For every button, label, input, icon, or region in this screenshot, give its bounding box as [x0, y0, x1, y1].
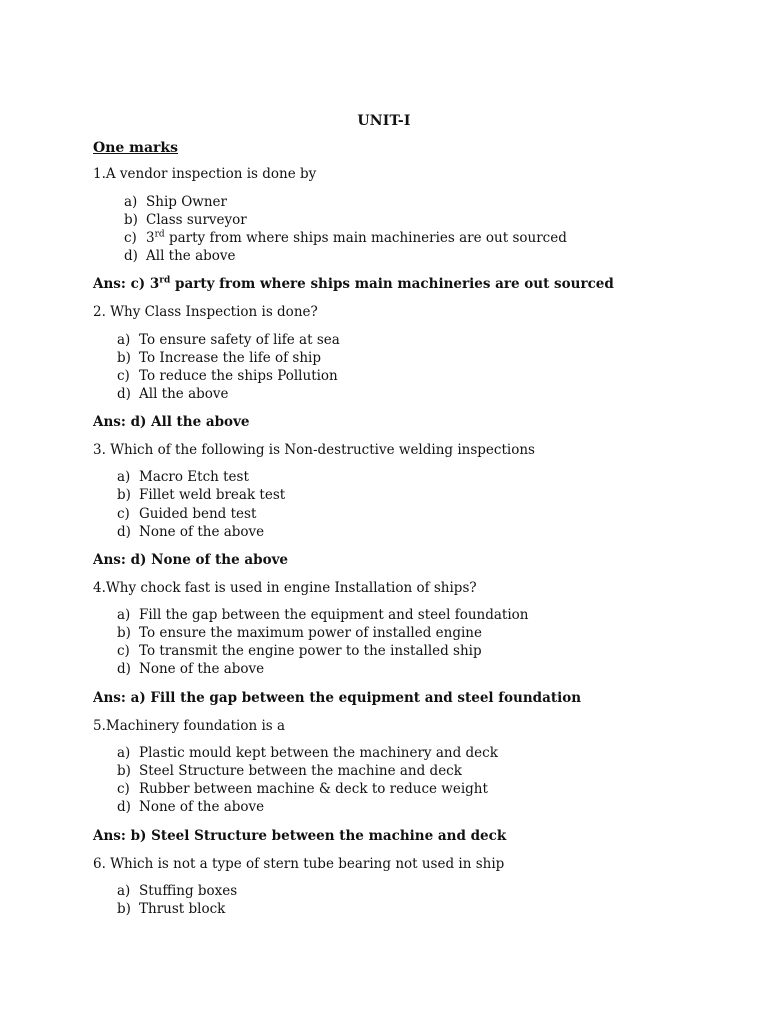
option-text: Stuffing boxes	[139, 883, 238, 899]
option-text: Macro Etch test	[139, 469, 249, 485]
answer-4: Ans: a) Fill the gap between the equipment and steel foundation	[93, 690, 582, 706]
option-letter: b)	[117, 901, 131, 917]
option-letter: c)	[124, 230, 137, 246]
option-letter: d)	[117, 386, 131, 402]
answer-rest: party from where ships main machineries are out sourced	[170, 276, 614, 292]
question-1: 1.A vendor inspection is done by	[93, 166, 317, 182]
option-letter: b)	[117, 763, 131, 779]
option-letter: b)	[117, 487, 131, 503]
answer-5: Ans: b) Steel Structure between the machine and deck	[93, 828, 507, 844]
option-letter: c)	[117, 368, 130, 384]
option-letter: c)	[117, 781, 130, 797]
option-text: Plastic mould kept between the machinery and deck	[139, 745, 498, 761]
question-4: 4.Why chock fast is used in engine Installation of ships?	[93, 580, 477, 596]
option-text: To Increase the life of ship	[139, 350, 321, 366]
option-letter: c)	[117, 506, 130, 522]
option-text: To ensure the maximum power of installed engine	[139, 625, 482, 641]
answer-1	[93, 276, 614, 292]
option-text: Fill the gap between the equipment and steel foundation	[139, 607, 529, 623]
question-3: 3. Which of the following is Non-destructive welding inspections	[93, 442, 535, 458]
option-text: To transmit the engine power to the installed ship	[139, 643, 482, 659]
option-letter: a)	[117, 469, 131, 485]
option-letter: a)	[117, 607, 131, 623]
option-text: All the above	[139, 386, 229, 402]
option-text	[146, 230, 567, 246]
option-letter: a)	[117, 883, 131, 899]
option-text: To reduce the ships Pollution	[139, 368, 338, 384]
option-letter: a)	[117, 332, 131, 348]
option-letter: d)	[124, 248, 138, 264]
option-letter: d)	[117, 799, 131, 815]
option-text: Thrust block	[139, 901, 226, 917]
option-letter: a)	[124, 194, 138, 210]
option-letter: c)	[117, 643, 130, 659]
option-text: To ensure safety of life at sea	[139, 332, 340, 348]
option-text: All the above	[146, 248, 236, 264]
ordinal-suffix: rd	[154, 229, 165, 240]
option-text: Ship Owner	[146, 194, 227, 210]
page-title: UNIT-I	[357, 113, 411, 129]
option-text-rest: party from where ships main machineries are out sourced	[164, 230, 567, 246]
option-text: Class surveyor	[146, 212, 247, 228]
question-6: 6. Which is not a type of stern tube bearing not used in ship	[93, 856, 505, 872]
option-letter: d)	[117, 524, 131, 540]
option-letter: b)	[117, 625, 131, 641]
answer-prefix: Ans: c) 3	[93, 276, 160, 292]
answer-3: Ans: d) None of the above	[93, 552, 289, 568]
option-letter: b)	[124, 212, 138, 228]
option-text: None of the above	[139, 799, 265, 815]
question-5: 5.Machinery foundation is a	[93, 718, 286, 734]
option-text: None of the above	[139, 524, 265, 540]
question-2: 2. Why Class Inspection is done?	[93, 304, 318, 320]
ordinal-suffix: rd	[159, 275, 171, 286]
option-letter: a)	[117, 745, 131, 761]
option-text: Fillet weld break test	[139, 487, 286, 503]
section-heading: One marks	[93, 140, 178, 156]
option-letter: d)	[117, 661, 131, 677]
option-text: Guided bend test	[139, 506, 257, 522]
answer-2: Ans: d) All the above	[93, 414, 250, 430]
option-text: None of the above	[139, 661, 265, 677]
option-letter: b)	[117, 350, 131, 366]
option-text: Rubber between machine & deck to reduce weight	[139, 781, 488, 797]
ordinal-number: 3	[146, 230, 155, 246]
option-text: Steel Structure between the machine and deck	[139, 763, 462, 779]
